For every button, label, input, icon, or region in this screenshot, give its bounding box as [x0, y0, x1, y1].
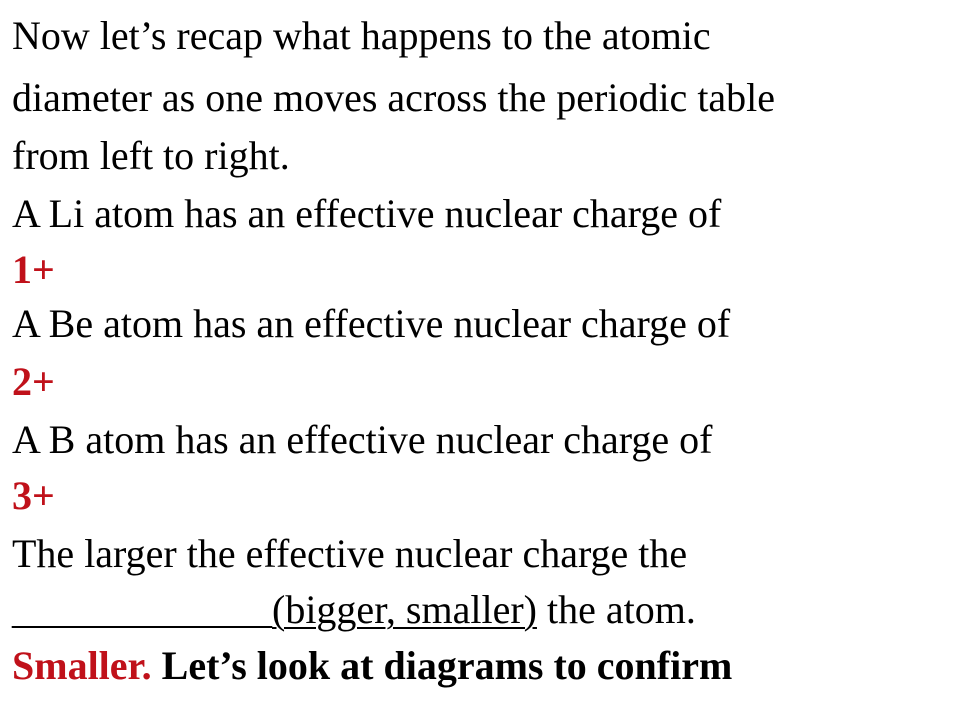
larger-charge-line: The larger the effective nuclear charge the: [12, 531, 688, 576]
fill-in-tail: the atom.: [536, 587, 696, 632]
fill-in-line: [12, 587, 696, 632]
intro-line-1: Now let’s recap what happens to the atomic: [12, 13, 711, 58]
answer-text: Smaller.: [12, 643, 152, 688]
answer-blank: _____________: [12, 587, 272, 632]
confirm-text: Let’s look at diagrams to confirm: [161, 643, 733, 688]
intro-line-3: from left to right.: [12, 133, 290, 178]
li-charge-value: 1+: [12, 247, 55, 292]
answer-options: (bigger, smaller): [272, 587, 537, 632]
be-charge-value: 2+: [12, 359, 55, 404]
b-charge-line: A B atom has an effective nuclear charge of: [12, 417, 713, 462]
be-charge-line: A Be atom has an effective nuclear charge of: [12, 301, 731, 346]
slide-content: [12, 0, 952, 720]
li-charge-line: A Li atom has an effective nuclear charge of: [12, 191, 722, 236]
answer-line: [12, 643, 733, 688]
b-charge-value: 3+: [12, 473, 55, 518]
intro-line-2: diameter as one moves across the periodic table: [12, 75, 776, 120]
